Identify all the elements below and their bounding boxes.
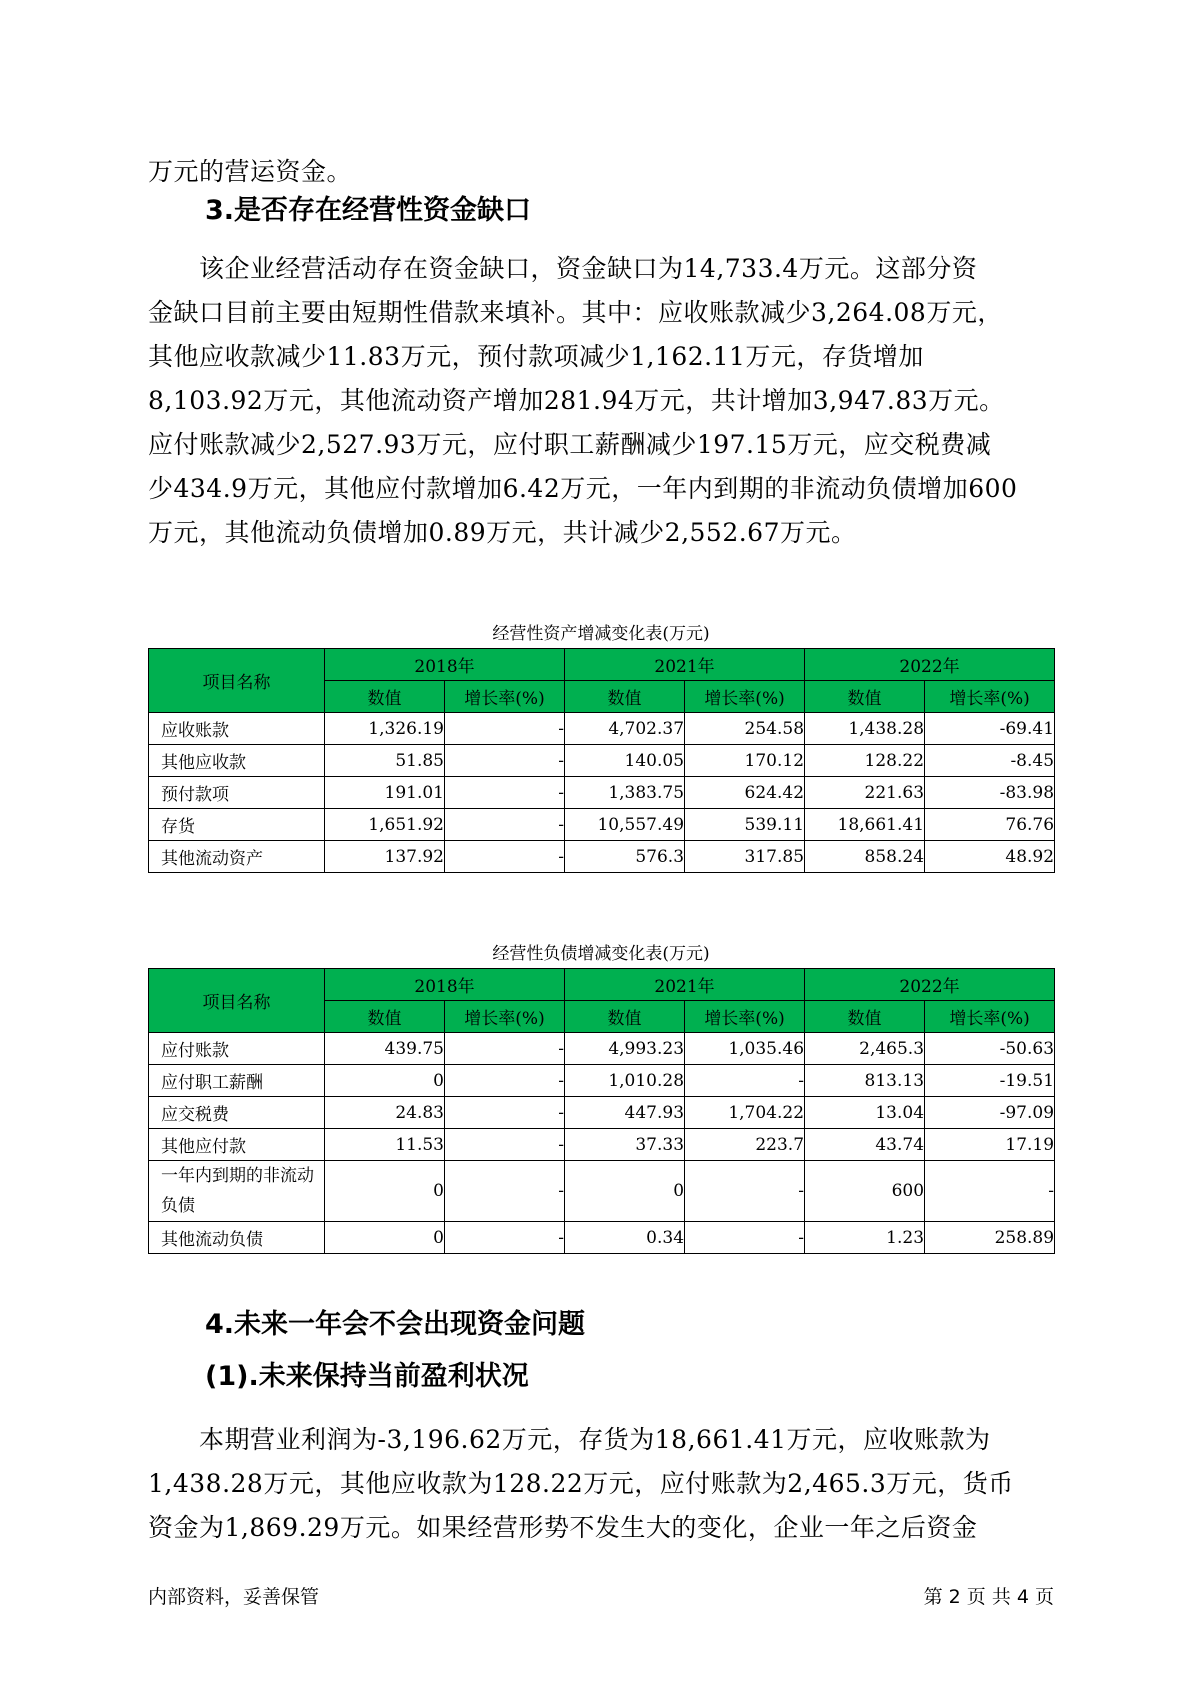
table-header-year: 2021年 [565, 969, 805, 1001]
table-cell: 0 [325, 1161, 445, 1222]
table-cell: 48.92 [925, 841, 1055, 873]
table-cell: 51.85 [325, 745, 445, 777]
row-label: 一年内到期的非流动负债 [149, 1161, 325, 1222]
table-header-year: 2018年 [325, 649, 565, 681]
table-cell: 24.83 [325, 1097, 445, 1129]
row-label: 预付款项 [149, 777, 325, 809]
table-header-item-name: 项目名称 [149, 969, 325, 1033]
table-row [149, 1033, 1055, 1065]
table-cell: -83.98 [925, 777, 1055, 809]
table-cell: 1,383.75 [565, 777, 685, 809]
table-cell: 223.7 [685, 1129, 805, 1161]
paragraph-line: 少434.9万元，其他应付款增加6.42万元，一年内到期的非流动负债增加600 [148, 474, 1018, 503]
paragraph-line: 本期营业利润为-3,196.62万元，存货为18,661.41万元，应收账款为 [148, 1425, 991, 1454]
table-cell: 10,557.49 [565, 809, 685, 841]
table-cell: - [925, 1161, 1055, 1222]
row-label: 其他应收款 [149, 745, 325, 777]
table-cell: -97.09 [925, 1097, 1055, 1129]
row-label: 其他流动资产 [149, 841, 325, 873]
table-cell: - [445, 1161, 565, 1222]
subsection-heading-4-1: (1).未来保持当前盈利状况 [205, 1361, 529, 1392]
table-row [149, 1097, 1055, 1129]
paragraph-line: 万元，其他流动负债增加0.89万元，共计减少2,552.67万元。 [148, 518, 857, 547]
table-cell: - [445, 1222, 565, 1254]
table-cell: - [445, 1033, 565, 1065]
paragraph-future-outlook [148, 1418, 1048, 1550]
table-cell: - [685, 1065, 805, 1097]
table-cell: -19.51 [925, 1065, 1055, 1097]
table-cell: 0 [325, 1222, 445, 1254]
table-row [149, 745, 1055, 777]
table-cell: -50.63 [925, 1033, 1055, 1065]
table-cell: 4,993.23 [565, 1033, 685, 1065]
table-cell: 447.93 [565, 1097, 685, 1129]
table-subheader: 数值 [805, 681, 925, 713]
table-subheader: 数值 [325, 1001, 445, 1033]
table-header-item-name: 项目名称 [149, 649, 325, 713]
paragraph-working-capital-end [148, 150, 1048, 194]
table-row [149, 809, 1055, 841]
table-cell: 600 [805, 1161, 925, 1222]
table-operating-assets [148, 648, 1055, 873]
table-cell: -8.45 [925, 745, 1055, 777]
row-label: 应收账款 [149, 713, 325, 745]
section-heading-4: 4.未来一年会不会出现资金问题 [205, 1309, 586, 1340]
table-cell: 1,010.28 [565, 1065, 685, 1097]
table-cell: 258.89 [925, 1222, 1055, 1254]
footer-confidential-note: 内部资料，妥善保管 [148, 1586, 320, 1608]
table-cell: 4,702.37 [565, 713, 685, 745]
table-cell: 17.19 [925, 1129, 1055, 1161]
paragraph-line: 1,438.28万元，其他应收款为128.22万元，应付账款为2,465.3万元，货币 [148, 1469, 1014, 1498]
paragraph-funding-gap [148, 247, 1048, 555]
table-row [149, 1161, 1055, 1222]
table-cell: 140.05 [565, 745, 685, 777]
table-operating-liabilities [148, 968, 1055, 1254]
table-cell: 1,704.22 [685, 1097, 805, 1129]
table-cell: - [445, 809, 565, 841]
table-header-year: 2022年 [805, 969, 1055, 1001]
table-cell: 539.11 [685, 809, 805, 841]
table-cell: 0 [565, 1161, 685, 1222]
table-row [149, 1129, 1055, 1161]
table-subheader: 增长率(%) [925, 681, 1055, 713]
footer-page-number: 第 2 页 共 4 页 [923, 1586, 1054, 1608]
paragraph-line: 该企业经营活动存在资金缺口，资金缺口为14,733.4万元。这部分资 [148, 254, 978, 283]
paragraph-line: 万元的营运资金。 [148, 157, 353, 186]
paragraph-line: 金缺口目前主要由短期性借款来填补。其中：应收账款减少3,264.08万元， [148, 298, 1003, 327]
paragraph-line: 其他应收款减少11.83万元，预付款项减少1,162.11万元，存货增加 [148, 342, 924, 371]
table-subheader: 增长率(%) [685, 1001, 805, 1033]
table-cell: - [445, 713, 565, 745]
paragraph-line: 资金为1,869.29万元。如果经营形势不发生大的变化，企业一年之后资金 [148, 1513, 978, 1542]
table-cell: 254.58 [685, 713, 805, 745]
table-cell: 0.34 [565, 1222, 685, 1254]
table-subheader: 增长率(%) [445, 1001, 565, 1033]
table-cell: - [685, 1222, 805, 1254]
table-subheader: 增长率(%) [925, 1001, 1055, 1033]
table-cell: 11.53 [325, 1129, 445, 1161]
table-cell: 18,661.41 [805, 809, 925, 841]
table-cell: 137.92 [325, 841, 445, 873]
table-subheader: 数值 [325, 681, 445, 713]
table-cell: 170.12 [685, 745, 805, 777]
table-cell: 439.75 [325, 1033, 445, 1065]
table-cell: 37.33 [565, 1129, 685, 1161]
table-caption-assets: 经营性资产增减变化表(万元) [492, 624, 710, 644]
table-cell: 624.42 [685, 777, 805, 809]
table-cell: - [445, 1129, 565, 1161]
table-row [149, 713, 1055, 745]
table-cell: 1,326.19 [325, 713, 445, 745]
table-header-year: 2021年 [565, 649, 805, 681]
table-cell: 76.76 [925, 809, 1055, 841]
table-subheader: 数值 [805, 1001, 925, 1033]
table-cell: 43.74 [805, 1129, 925, 1161]
table-row [149, 1065, 1055, 1097]
table-cell: 2,465.3 [805, 1033, 925, 1065]
table-header-year: 2018年 [325, 969, 565, 1001]
table-cell: - [445, 1065, 565, 1097]
table-cell: 1.23 [805, 1222, 925, 1254]
table-header-year: 2022年 [805, 649, 1055, 681]
row-label: 应付账款 [149, 1033, 325, 1065]
row-label: 其他流动负债 [149, 1222, 325, 1254]
table-subheader: 增长率(%) [445, 681, 565, 713]
row-label: 应交税费 [149, 1097, 325, 1129]
row-label: 其他应付款 [149, 1129, 325, 1161]
row-label: 应付职工薪酬 [149, 1065, 325, 1097]
paragraph-line: 8,103.92万元，其他流动资产增加281.94万元，共计增加3,947.83万元。 [148, 386, 1005, 415]
table-cell: 0 [325, 1065, 445, 1097]
table-cell: 13.04 [805, 1097, 925, 1129]
table-cell: - [445, 841, 565, 873]
table-cell: 813.13 [805, 1065, 925, 1097]
table-cell: - [445, 745, 565, 777]
table-cell: - [445, 1097, 565, 1129]
table-cell: 191.01 [325, 777, 445, 809]
table-cell: 1,438.28 [805, 713, 925, 745]
table-cell: 576.3 [565, 841, 685, 873]
table-cell: -69.41 [925, 713, 1055, 745]
table-row [149, 841, 1055, 873]
table-subheader: 增长率(%) [685, 681, 805, 713]
table-row [149, 1222, 1055, 1254]
table-cell: 1,035.46 [685, 1033, 805, 1065]
table-cell: 1,651.92 [325, 809, 445, 841]
table-cell: - [685, 1161, 805, 1222]
table-cell: 221.63 [805, 777, 925, 809]
section-heading-3: 3.是否存在经营性资金缺口 [205, 195, 532, 226]
table-subheader: 数值 [565, 681, 685, 713]
row-label: 存货 [149, 809, 325, 841]
table-cell: 128.22 [805, 745, 925, 777]
table-row [149, 777, 1055, 809]
table-subheader: 数值 [565, 1001, 685, 1033]
table-cell: 317.85 [685, 841, 805, 873]
table-cell: - [445, 777, 565, 809]
table-cell: 858.24 [805, 841, 925, 873]
table-caption-liabilities: 经营性负债增减变化表(万元) [492, 944, 710, 964]
paragraph-line: 应付账款减少2,527.93万元，应付职工薪酬减少197.15万元，应交税费减 [148, 430, 992, 459]
